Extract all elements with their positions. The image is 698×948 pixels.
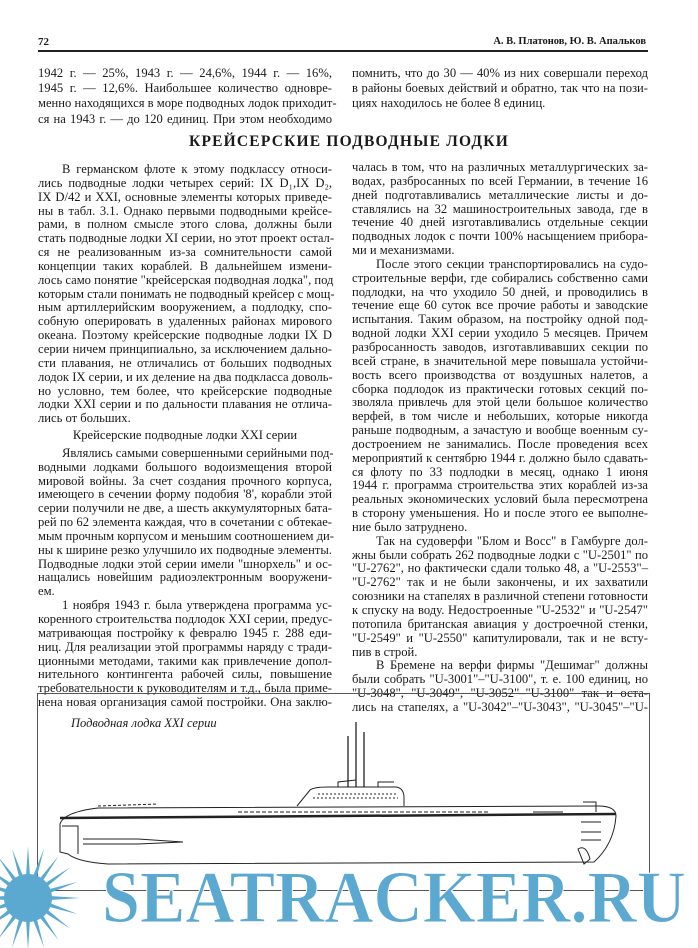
text-line: ционными методами, такими как привлечение допол- <box>38 653 332 668</box>
text-line: рей по 62 элемента каждая, что в сочетании с обтекае- <box>38 515 332 530</box>
sun-icon <box>0 846 80 948</box>
text-line: 1 ноября 1943 г. была утверждена программа ус- <box>62 598 332 613</box>
text-line: нена новая организация самой постройки. Она заклю- <box>38 695 332 710</box>
text-line: 1942 г. — 25%, 1943 г. — 24,6%, 1944 г. — 16%, <box>38 66 332 80</box>
text-line: реальных экономических условий была пересмотрена <box>352 492 648 507</box>
text-line: пив в строй. <box>352 644 418 659</box>
right-column <box>352 161 648 715</box>
text-line: зволяла привлечь для этой цели большое количество <box>352 395 648 410</box>
sun-ray <box>33 849 44 878</box>
text-line: вость всего производства от воздушных налетов, а <box>352 367 648 382</box>
sun-ray <box>0 915 17 941</box>
text-line: в сторону уменьшения. Но и после этого ее выполне- <box>352 506 648 521</box>
left-column <box>38 162 335 710</box>
text-line: Подводные лодки этой серии имели "шнорхель" и ос- <box>38 556 332 571</box>
text-line: сти плавания, не отличались от больших подводных <box>38 355 332 370</box>
text-line: дней подготавливались металлические листы и до- <box>352 187 648 202</box>
text-line: После этого секции транспортировались на судо- <box>376 256 648 271</box>
sun-ray <box>50 896 80 900</box>
text-line: к спуску на воду. Недостроенные "U-2532" и "U-2547" <box>352 603 648 617</box>
text-line: ми и механизмами. <box>352 243 455 258</box>
text-line: ся флоту по 33 подлодки в месяц, однако 1 июня <box>352 464 648 479</box>
text-line: испытания. Таким образом, на постройку одной под- <box>352 312 648 327</box>
section-title: КРЕЙСЕРСКИЕ ПОДВОДНЫЕ ЛОДКИ <box>189 133 509 150</box>
sun-ray <box>12 849 23 878</box>
text-line: ставлялись на 32 машиностроительных завода, где в <box>352 201 648 216</box>
sun-ray <box>48 882 77 893</box>
text-line: раньше подводным, а зачастую и вообще военным су- <box>352 423 648 438</box>
text-line: ем. <box>38 584 55 599</box>
text-line: В Бремене на верфи фирмы "Дешимаг" должны <box>376 658 648 673</box>
text-line: Являлись самыми совершенными серийными под- <box>62 445 334 460</box>
text-line: IX D/42 и XXI, основные элементы которых приведе- <box>38 189 332 204</box>
text-line: ны в табл. 3.1. Однако первыми подводными крейсе- <box>38 203 332 218</box>
watermark <box>0 838 698 948</box>
text-line: ся не реализованным из-за сомнительности самой <box>38 245 332 260</box>
sun-ray <box>26 846 30 876</box>
text-line: В германском флоте к этому подклассу относи- <box>62 162 332 176</box>
text-line: водными лодками большого водоизмещения второй <box>38 459 332 474</box>
text-line: всей стране, в значительной мере повышала устойчи- <box>352 353 648 368</box>
text-line: течение еще 60 суток все прочие работы и заводские <box>352 298 648 313</box>
text-line: менно находящихся в море подводных лодок приходит- <box>38 96 337 111</box>
text-line: нащались новейшим радиоэлектронным вооружени- <box>38 570 332 585</box>
text-line: сборка подлодок из практически готовых секций по- <box>352 381 648 396</box>
text-line: нительного контингента рабочей силы, повышение <box>38 667 332 682</box>
text-line: Так на судоверфи "Блом и Восс" в Гамбурге дол- <box>376 533 648 548</box>
text-line: подводных лодок с почти 100% насыщением прибора- <box>352 229 648 244</box>
text-line: строительные верфи, где собирались собственно сами <box>352 270 648 285</box>
text-line: были собрать "U-3001"–"U-3100", т. е. 100 единиц, но <box>352 672 648 687</box>
watermark-text: SEATRACKER.RU <box>102 857 686 939</box>
text-line: ниц. Для реализации этой программы наряду с тради- <box>38 639 332 654</box>
text-line: ны к ширине резко улучшило их подводные элементы. <box>38 542 332 557</box>
page-number: 72 <box>38 36 49 48</box>
text-line: рами, в полном смысле этого слова, должны были <box>38 217 332 232</box>
running-header-authors: А. В. Платонов, Ю. В. Апальков <box>493 36 646 47</box>
top-right-text <box>352 66 648 112</box>
text-line: мым прочным корпусом и меньшим соотношением ди- <box>38 528 334 543</box>
sun-ray <box>12 918 23 947</box>
text-line: в районы боевых действий и обратно, так что на пози- <box>352 81 648 96</box>
text-line: "U-2762", но фактически сдали только 48, а "U-2553"– <box>352 561 648 576</box>
text-line: водах, разбросанных по всей Германии, в течение 16 <box>352 173 648 188</box>
text-line: мировой войны. За счет создания прочного корпуса, <box>38 473 332 488</box>
text-line: концепции таких кораблей. В дальнейшем измени- <box>38 258 332 273</box>
text-line: лись подводные лодки четырех серий: IX D₁,IX D₂, <box>38 175 332 190</box>
text-line: которым стали понимать не подводный крейсер с мощ- <box>38 286 335 301</box>
text-line: верфей, в том числе и небольших, которые никогда <box>352 409 648 424</box>
text-line: водной лодки XXI серии уходило 5 месяцев. Причем <box>352 326 648 341</box>
text-line: 1944 г. программа строительства этих кораблей из-за <box>352 478 648 493</box>
text-line: ние было затруднено. <box>352 519 468 534</box>
text-line: разбросанность заводов, изготавливавших секции по <box>352 339 648 354</box>
sun-ray <box>33 918 44 947</box>
text-line: ся на 1943 г. — до 120 единиц. При этом необходимо <box>38 111 332 126</box>
text-line: потопила британская авиация у достроечной стенки, <box>352 616 648 631</box>
text-line: океана. Поэтому крейсерские подводные лодки IX D <box>38 328 332 343</box>
text-line: помнить, что до 30 — 40% из них совершали переход <box>352 66 648 80</box>
text-line: лось само понятие "крейсерская подводная лодка", под <box>38 272 334 287</box>
text-line: собную оперировать в удаленных районах мирового <box>38 314 332 329</box>
text-line: "U-3048", "U-3049", "U-3052"–"U-3100" так и оста- <box>352 686 648 701</box>
sun-ray <box>48 903 77 914</box>
text-line: ным артиллерийским вооружением, а подлодку, спо- <box>38 300 332 315</box>
figure-caption: Подводная лодка XXI серии <box>71 716 217 730</box>
text-line: жны были собрать 262 подводные лодки с "U-2501" по <box>352 547 648 562</box>
text-line: циях находилось не более 8 единиц. <box>352 96 546 111</box>
text-line: имеющего в сечении форму подобия '8', корабли этой <box>38 487 332 502</box>
text-line: лись на стапелях, а "U-3042"–"U-3043", "U-3045"–"U- <box>352 699 648 714</box>
text-line: подлодки, на что уходило 50 дней, и проводились в <box>352 284 648 299</box>
header-rule <box>38 50 648 52</box>
text-line: 1945 г. — 12,6%. Наибольшее количество одновре- <box>38 81 332 96</box>
text-line: лодок IX серии, и их деление на два подкласса доволь- <box>38 369 333 384</box>
text-line: но условно, тем более, что крейсерские подводные <box>38 383 332 398</box>
text-line: лодки XXI серии и по дальности плавания не отлича- <box>38 397 332 412</box>
text-line: мероприятий к сентябрю 1944 г. должно было сдавать- <box>352 450 648 465</box>
text-line: матривающая постройку к февралю 1945 г. 288 еди- <box>38 625 332 640</box>
sun-ray <box>0 856 17 882</box>
text-line: чалась в том, что на различных металлургических за- <box>352 160 648 174</box>
text-line: стать подводные лодки XI серии, но этот проект остал- <box>38 231 335 246</box>
text-line: "U-2762" так и не были закончены, и их захватили <box>352 575 648 590</box>
top-left-text <box>38 66 337 127</box>
sun-core <box>4 874 52 922</box>
sun-ray <box>26 920 30 948</box>
text-line: лись от больших. <box>38 411 131 426</box>
text-line: серии ничем принципиально, за исключением дально- <box>38 341 332 356</box>
text-line: серии получили не две, а шесть аккумуляторных бата- <box>38 501 332 516</box>
text-line: коренного строительства подлодок XXI серии, предус- <box>38 612 333 626</box>
subheading: Крейсерские подводные лодки XXI серии <box>72 428 298 443</box>
text-line: союзники на стапелях в различной степени готовности <box>352 589 648 604</box>
text-line: "U-2549" и "U-2550" капитулировали, так и не всту- <box>352 630 648 645</box>
text-line: течение 40 дней изготавливались отдельные секции <box>352 215 648 230</box>
text-line: требовательности к руководителям и т.д., была приме- <box>38 681 332 696</box>
text-line: достроением не занимались. После проведения всех <box>352 436 648 451</box>
